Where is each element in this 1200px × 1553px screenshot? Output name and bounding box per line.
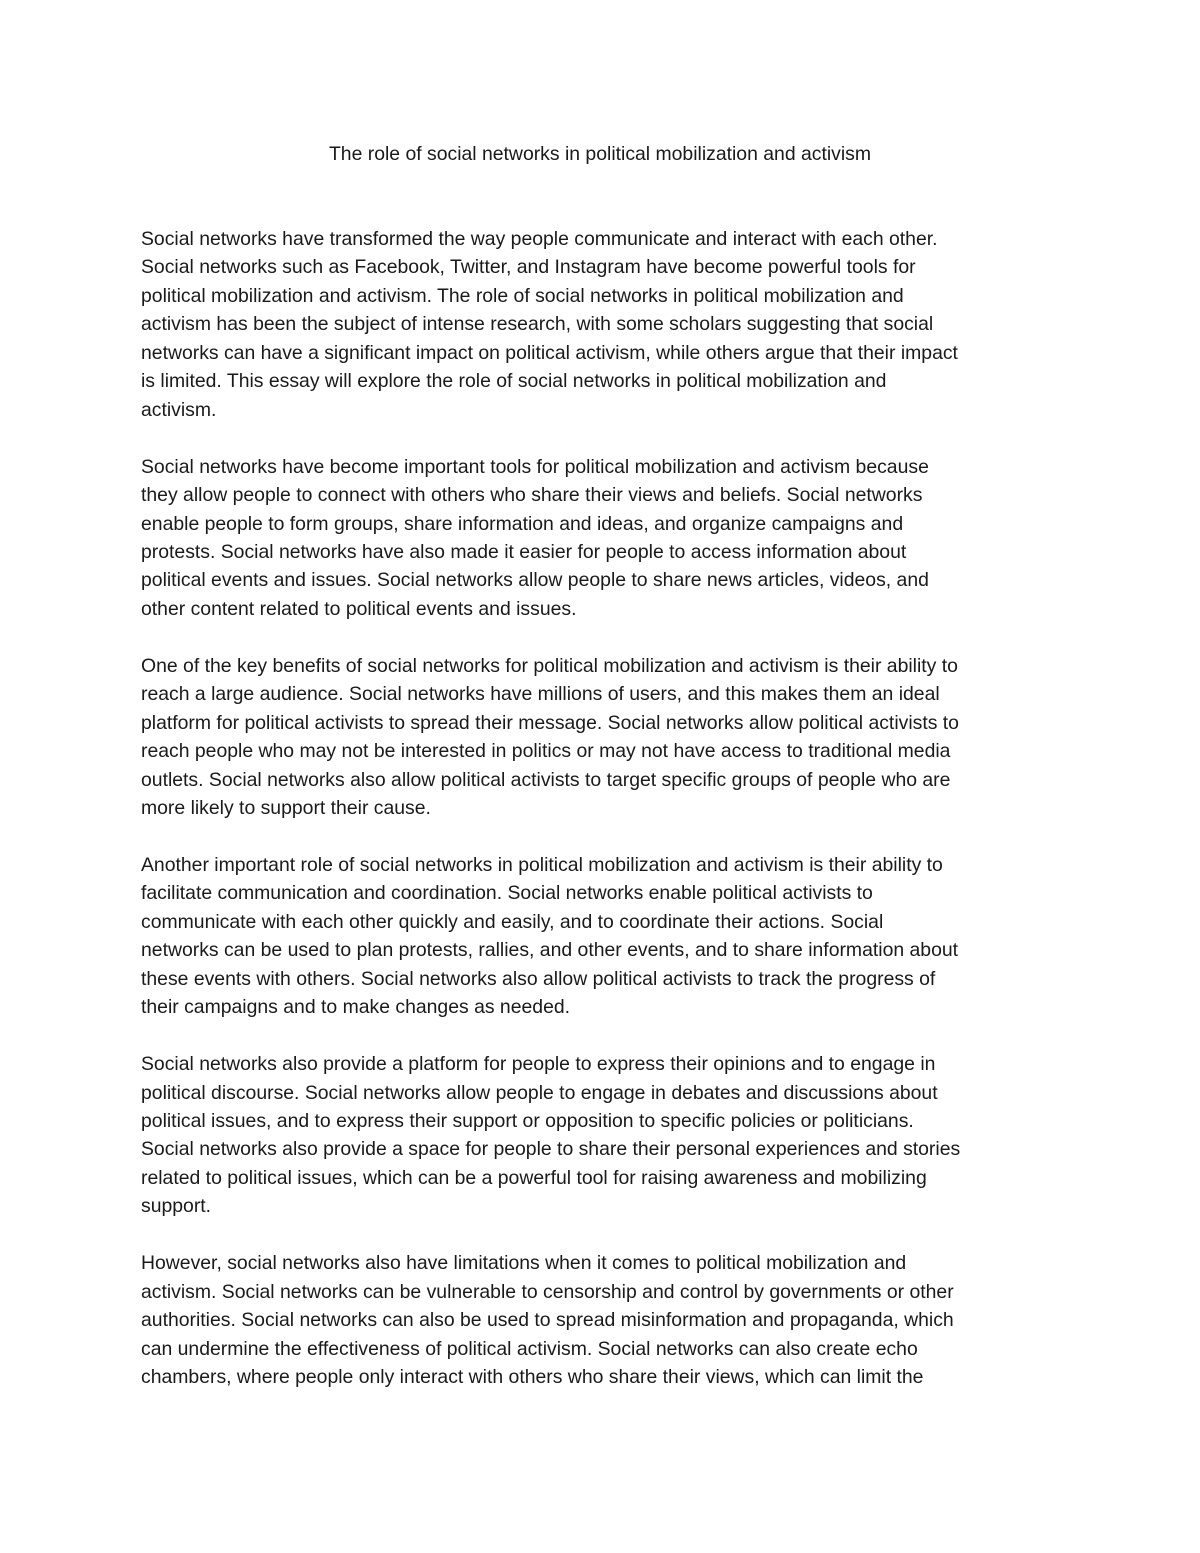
paragraph — [141, 1050, 1071, 1221]
text-line: networks can have a significant impact on political activism, while others argue that their impact — [141, 341, 958, 364]
text-line: protests. Social networks have also made it easier for people to access information about — [141, 540, 907, 563]
paragraph — [141, 453, 1071, 624]
text-line: other content related to political events and issues. — [141, 597, 577, 620]
text-line: platform for political activists to spread their message. Social networks allow political activists to — [141, 711, 959, 734]
text-line: outlets. Social networks also allow political activists to target specific groups of people who are — [141, 768, 951, 791]
text-line: related to political issues, which can be a powerful tool for raising awareness and mobilizing — [141, 1166, 927, 1189]
paragraph — [141, 1249, 1071, 1391]
document-title: The role of social networks in political mobilization and activism — [328, 143, 872, 165]
text-line: Social networks have transformed the way people communicate and interact with each other. — [141, 228, 938, 250]
text-line: these events with others. Social networks also allow political activists to track the progress of — [141, 967, 936, 990]
text-line: Social networks also provide a platform for people to express their opinions and to engage in — [141, 1053, 936, 1076]
text-line: reach people who may not be interested in politics or may not have access to traditional media — [141, 740, 951, 763]
text-line: facilitate communication and coordination. Social networks enable political activists to — [141, 882, 873, 905]
text-line: political discourse. Social networks allow people to engage in debates and discussions about — [141, 1081, 938, 1104]
text-line: political events and issues. Social networks allow people to share news articles, videos, and — [141, 569, 929, 592]
paragraph — [141, 652, 1071, 823]
text-line: political mobilization and activism. The role of social networks in political mobilization and — [141, 284, 904, 307]
text-line: Social networks have become important tools for political mobilization and activism because — [141, 455, 929, 478]
text-line: Social networks such as Facebook, Twitter, and Instagram have become powerful tools for — [141, 256, 916, 279]
text-line: is limited. This essay will explore the role of social networks in political mobilization and — [141, 370, 887, 393]
text-line: One of the key benefits of social networks for political mobilization and activism is their ability to — [141, 654, 958, 677]
text-line: Social networks also provide a space for people to share their personal experiences and stories — [141, 1138, 961, 1161]
document-body — [141, 225, 1071, 1420]
text-line: more likely to support their cause. — [141, 797, 431, 820]
text-line: However, social networks also have limitations when it comes to political mobilization and — [141, 1252, 907, 1275]
text-line: political issues, and to express their support or opposition to specific policies or politicians. — [141, 1109, 914, 1132]
text-line: Another important role of social networks in political mobilization and activism is their ability to — [141, 853, 943, 876]
text-line: chambers, where people only interact with others who share their views, which can limit the — [141, 1366, 924, 1389]
paragraph — [141, 851, 1071, 1022]
text-line: authorities. Social networks can also be used to spread misinformation and propaganda, which — [141, 1309, 954, 1332]
text-line: communicate with each other quickly and easily, and to coordinate their actions. Social — [141, 910, 884, 933]
text-line: activism. — [141, 398, 217, 421]
text-line: their campaigns and to make changes as needed. — [141, 996, 571, 1019]
text-line: support. — [141, 1195, 212, 1218]
text-line: activism. Social networks can be vulnerable to censorship and control by governments or other — [141, 1280, 954, 1303]
text-line: reach a large audience. Social networks have millions of users, and this makes them an ideal — [141, 683, 940, 706]
text-line: they allow people to connect with others who share their views and beliefs. Social networks — [141, 484, 923, 507]
text-line: activism has been the subject of intense research, with some scholars suggesting that social — [141, 313, 934, 336]
text-line: enable people to form groups, share information and ideas, and organize campaigns and — [141, 512, 904, 535]
text-line: can undermine the effectiveness of political activism. Social networks can also create echo — [141, 1337, 918, 1360]
text-line: networks can be used to plan protests, rallies, and other events, and to share information about — [141, 939, 959, 962]
paragraph — [141, 225, 1071, 424]
